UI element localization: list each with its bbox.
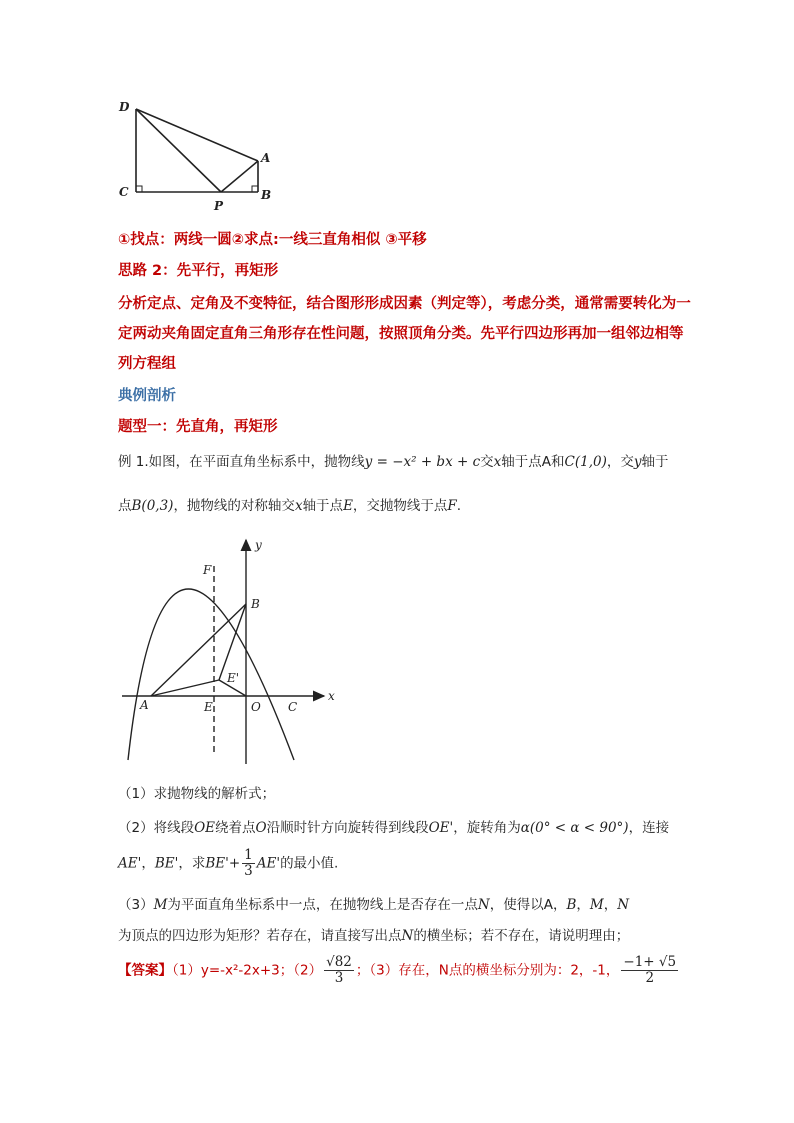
var-x: x (493, 454, 502, 470)
parabola-equation: y = −x² + bx + c (364, 454, 481, 470)
example-text: 交 (480, 454, 494, 470)
question-3-line-2 (118, 924, 629, 944)
label-a: A (261, 151, 271, 165)
label-c: C (119, 185, 129, 199)
label-c: C (288, 700, 298, 714)
label-p: P (214, 199, 224, 213)
example-text: 例 1.如图，在平面直角坐标系中，抛物线 (118, 454, 365, 470)
example-line-1 (118, 450, 669, 470)
q2-text: 的最小值. (280, 855, 339, 872)
point-m: M (589, 897, 604, 913)
example-text: 轴于点A和 (501, 454, 565, 470)
point-o: O (255, 820, 267, 836)
segment-ae-prime: AE' (118, 855, 142, 872)
q3-text: 的横坐标；若不存在，请说明理由； (413, 928, 630, 944)
type-1-title: 题型一：先直角，再矩形 (118, 419, 278, 435)
label-d: D (119, 100, 130, 114)
answer-line (118, 955, 680, 986)
q3-text: （3） (118, 897, 154, 913)
q2-text: 沿顺时针方向旋转得到线段 (266, 820, 429, 836)
segment-be-prime: BE' (154, 855, 179, 872)
segment-dp (136, 109, 221, 192)
question-3-line-1 (118, 893, 629, 913)
fraction-denominator: 2 (645, 970, 655, 986)
point-b: B (566, 897, 577, 913)
q2-text: ，旋转角为 (453, 820, 521, 836)
label-e-prime: E' (227, 671, 240, 685)
q2-text: （2）将线段 (118, 820, 195, 836)
right-angle-mark-b (252, 186, 258, 192)
answer-fraction-neg1-plus-sqrt5-over-2 (621, 955, 678, 986)
expression-part: AE' (256, 855, 281, 872)
point-n: N (617, 897, 630, 913)
fraction-one-third (242, 848, 255, 879)
example-text: . (456, 498, 462, 514)
label-f: F (203, 563, 212, 577)
segment-oe: OE (194, 820, 216, 836)
parabola-curve (128, 589, 294, 760)
point-c: C(1,0) (564, 454, 607, 470)
separator: ， (603, 897, 618, 913)
separator: ， (576, 897, 590, 913)
segment-ae-prime (151, 680, 219, 696)
answer-part-2: ；（3）存在，N点的横坐标分别为：2，-1， (355, 962, 620, 979)
q2-text: ， (141, 855, 155, 872)
example-line-2 (118, 494, 461, 514)
example-text: 轴于 (641, 454, 669, 470)
label-a: A (140, 698, 149, 712)
fraction-denominator: 3 (334, 970, 344, 986)
figure-parabola (118, 532, 343, 772)
var-x: x (294, 498, 303, 514)
point-n: N (477, 897, 490, 913)
label-b: B (261, 188, 272, 202)
method-1-text: ①找点：两线一圆②求点:一线三直角相似 ③平移 (118, 232, 427, 248)
point-n: N (401, 928, 414, 944)
example-text: ，抛物线的对称轴交 (173, 498, 295, 514)
example-text: 点 (118, 498, 132, 514)
example-text: ，交抛物线于点 (352, 498, 448, 514)
segment-oe-prime: OE' (428, 820, 454, 836)
example-text: ，交 (606, 454, 634, 470)
analysis-line-2: 定两动夹角固定直角三角形存在性问题，按照顶角分类。先平行四边形再加一组邻边相等 (118, 326, 684, 342)
point-b: B(0,3) (131, 498, 174, 514)
var-f: F (447, 498, 457, 514)
question-1: （1）求抛物线的解析式； (118, 786, 276, 802)
q2-text: ，连接 (628, 820, 670, 836)
separator: ， (552, 897, 567, 913)
right-angle-mark-c (136, 186, 142, 192)
label-o: O (251, 700, 261, 714)
label-y: y (255, 538, 262, 552)
var-e: E (343, 498, 353, 514)
q3-text: 为顶点的四边形为矩形？若存在，请直接写出点 (118, 928, 402, 944)
analysis-line-1: 分析定点、定角及不变特征，结合图形形成因素（判定等），考虑分类，通常需要转化为一 (118, 296, 691, 312)
fraction-denominator: 3 (244, 863, 253, 879)
example-text: 轴于点 (302, 498, 344, 514)
answer-label: 【答案】 (118, 962, 172, 979)
fraction-numerator: 1 (244, 847, 253, 863)
point-m: M (153, 897, 168, 913)
question-2-line-1 (118, 816, 669, 836)
section-title: 典例剖析 (118, 388, 176, 404)
analysis-line-3: 列方程组 (118, 356, 176, 372)
fraction-numerator: √82 (326, 954, 352, 970)
answer-fraction-sqrt82-over-3 (324, 955, 354, 986)
segment-ad (136, 109, 258, 161)
q2-text: ，求 (178, 855, 206, 872)
q2-text: 绕着点 (215, 820, 256, 836)
label-e: E (204, 700, 213, 714)
rotation-angle-range: α(0° < α < 90°) (520, 820, 629, 836)
answer-part-1: （1）y=-x²-2x+3；（2） (172, 962, 323, 979)
q3-text: ，使得以 (489, 897, 544, 913)
label-b: B (251, 597, 260, 611)
point-a: A (543, 897, 553, 913)
idea-2-title: 思路 2：先平行，再矩形 (118, 263, 279, 279)
fraction-numerator: −1+ √5 (623, 954, 677, 970)
expression-part: BE'+ (205, 855, 241, 872)
var-y: y (633, 454, 642, 470)
q3-text: 为平面直角坐标系中一点，在抛物线上是否存在一点 (167, 897, 478, 913)
figure-quadrilateral (110, 95, 285, 215)
label-x: x (328, 689, 335, 703)
question-2-line-2 (118, 848, 338, 879)
